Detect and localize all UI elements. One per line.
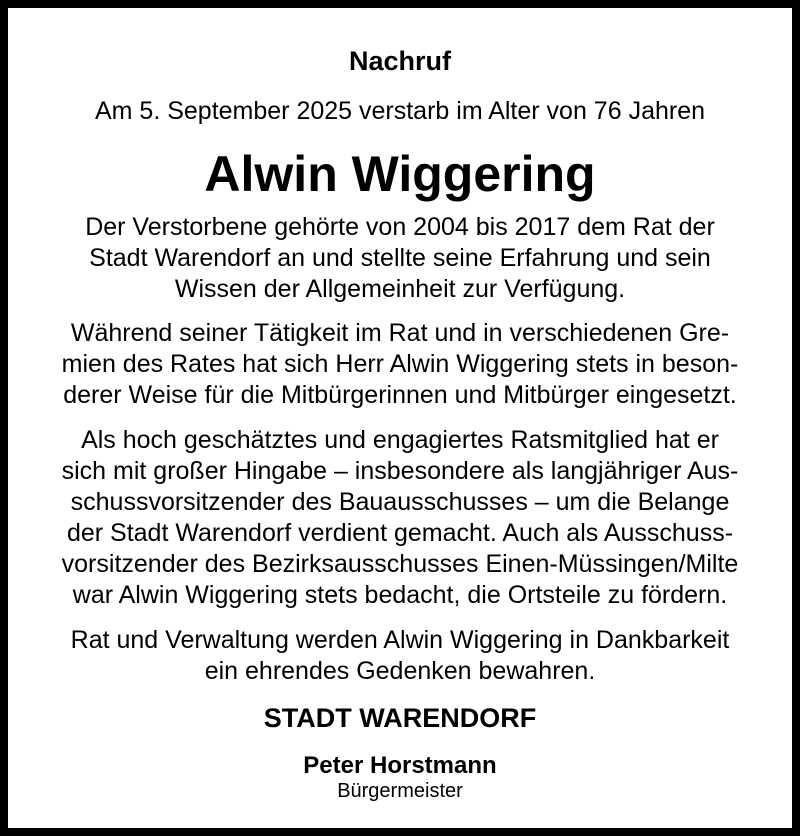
paragraph-remembrance — [16, 625, 784, 687]
paragraph-line: ein ehrendes Gedenken bewahren. — [204, 657, 596, 685]
paragraph-line: war Alwin Wiggering stets bedacht, die Ortsteile zu fördern. — [72, 581, 728, 609]
paragraph-line: Während seiner Tätigkeit im Rat und in verschiedenen Gre- — [70, 319, 730, 347]
paragraph-line: Rat und Verwaltung werden Alwin Wiggering in Dankbarkeit — [70, 626, 730, 654]
paragraph-line: Der Verstorbene gehörte von 2004 bis 2017 dem Rat der — [85, 213, 715, 241]
organization-name: STADT WARENDORF — [263, 703, 537, 733]
paragraph-line: derer Weise für die Mitbürgerinnen und Mitbürger eingesetzt. — [63, 381, 737, 409]
paragraph-line: Wissen der Allgemeinheit zur Verfügung. — [174, 275, 626, 303]
intro-line: Am 5. September 2025 verstarb im Alter von 76 Jahren — [94, 97, 706, 125]
paragraph-council-service — [16, 212, 784, 305]
paragraph-line: schussvorsitzender des Bauausschusses – um die Belange — [70, 488, 730, 516]
notice-content — [16, 16, 784, 820]
paragraph-line: mien des Rates hat sich Herr Alwin Wiggering stets in beson- — [61, 350, 739, 378]
paragraph-achievements — [16, 425, 784, 611]
paragraph-line: Stadt Warendorf an und stellte seine Erfahrung und sein — [89, 244, 711, 272]
paragraph-line: sich mit großer Hingabe – insbesondere als langjähriger Aus- — [61, 457, 739, 485]
deceased-name: Alwin Wiggering — [204, 146, 596, 202]
paragraph-line: vorsitzender des Bezirksausschusses Einen-Müssingen/Milte — [61, 550, 739, 578]
signer-name: Peter Horstmann — [303, 752, 497, 779]
paragraph-line: der Stadt Warendorf verdient gemacht. Auch als Ausschuss- — [66, 519, 734, 547]
paragraph-committees — [16, 318, 784, 411]
paragraph-line: Als hoch geschätztes und engagiertes Ratsmitglied hat er — [81, 426, 719, 454]
notice-heading: Nachruf — [348, 46, 451, 76]
signer-title: Bürgermeister — [337, 780, 463, 802]
